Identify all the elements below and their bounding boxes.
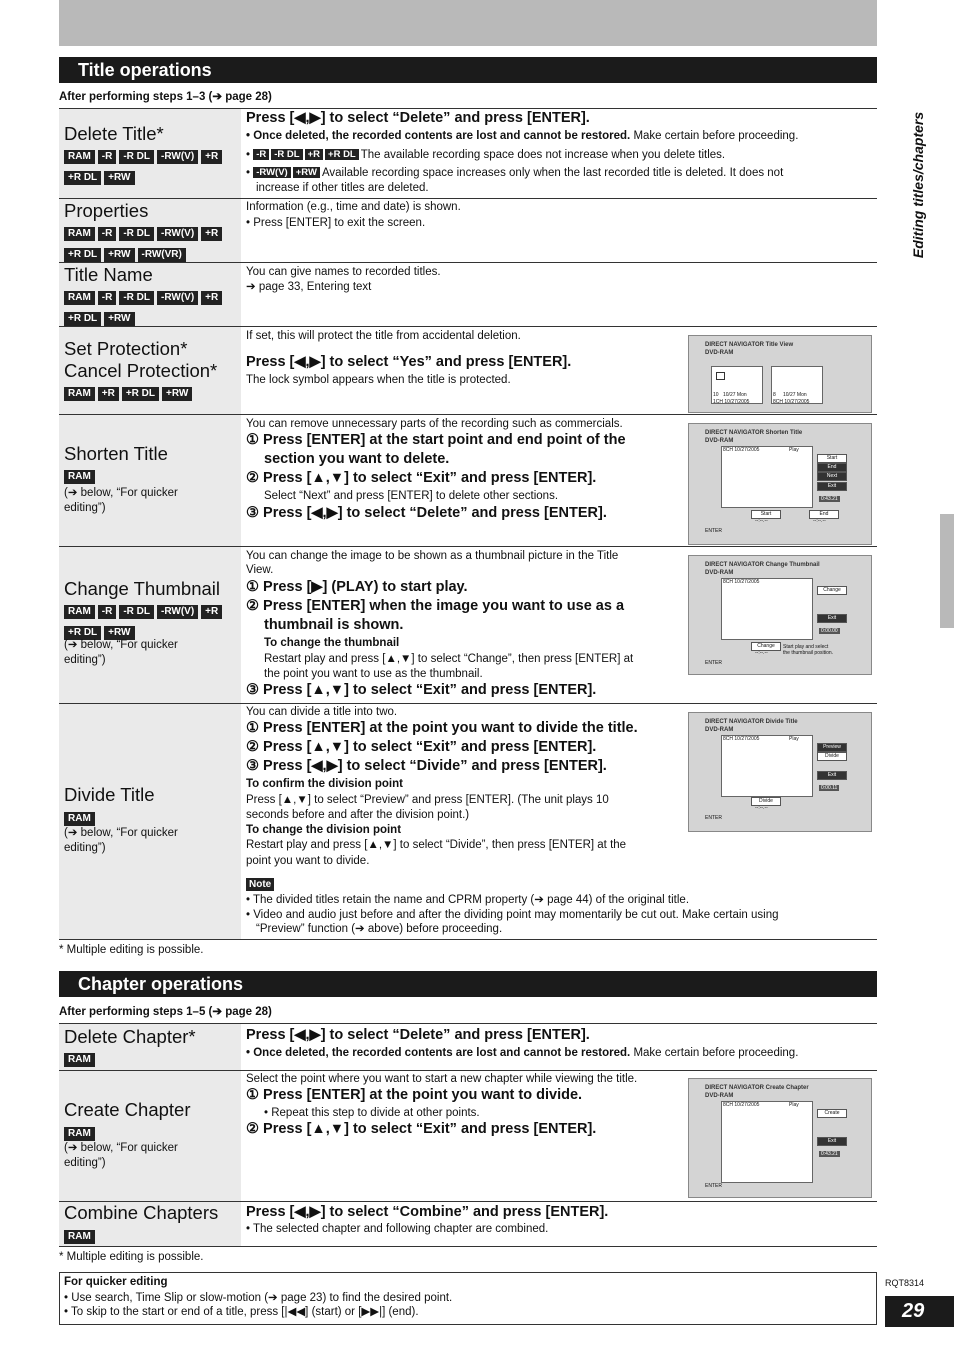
quicker-editing-ref: (➔ below, “For quicker editing”) bbox=[64, 639, 178, 666]
row-delete-chapter bbox=[59, 1023, 877, 1070]
footnote: * Multiple editing is possible. bbox=[59, 1251, 204, 1263]
note-label: Note bbox=[246, 877, 274, 892]
step-2-note: Select “Next” and press [ENTER] to delete other sections. bbox=[264, 490, 559, 502]
disc-type-badge: -R bbox=[253, 149, 269, 160]
disc-type-badge: RAM bbox=[64, 605, 95, 619]
preview-button[interactable]: Preview bbox=[817, 743, 847, 752]
step-1-cont: section you want to delete. bbox=[264, 451, 450, 467]
info-text: • Press [ENTER] to exit the screen. bbox=[246, 217, 426, 229]
shorten-title-screen: DIRECT NAVIGATOR Shorten Title DVD-RAM 8CH 10/27/2005 Play Start End Next Exit 0:43.21 Start --:--.-- End --:--.-- ENTER bbox=[688, 423, 872, 545]
exit-button[interactable]: Exit bbox=[817, 1137, 847, 1146]
divide-point-label: Divide bbox=[751, 797, 781, 806]
row-title: Title Name bbox=[64, 264, 153, 285]
change-button[interactable]: Change bbox=[817, 586, 847, 595]
info-text: View. bbox=[246, 564, 274, 576]
row-delete-title bbox=[59, 108, 877, 198]
start-button[interactable]: Start bbox=[817, 454, 847, 463]
enter-hint: ENTER bbox=[705, 1183, 722, 1189]
create-button[interactable]: Create bbox=[817, 1109, 847, 1118]
quicker-editing-title: For quicker editing bbox=[64, 1276, 168, 1288]
disc-type-badge: -R DL bbox=[119, 227, 154, 241]
chapter-ops-prerequisite: After performing steps 1–5 (➔ page 28) bbox=[59, 1006, 272, 1018]
disc-type-badge: +R DL bbox=[64, 248, 101, 262]
sub-heading: To confirm the division point bbox=[246, 778, 403, 790]
quicker-editing-ref: (➔ below, “For quicker editing”) bbox=[64, 1142, 178, 1169]
disc-type-badge: +R bbox=[305, 149, 323, 160]
disc-type-badge: +R bbox=[201, 150, 222, 164]
video-preview bbox=[721, 578, 813, 640]
row-protection bbox=[59, 326, 877, 414]
info-text: You can remove unnecessary parts of the recording such as commercials. bbox=[246, 418, 623, 430]
time-counter: 0:00.00 bbox=[821, 628, 838, 634]
bullet-info: • -RW(V) +RW Available recording space increases only when the last recorded title is deleted. It does not bbox=[246, 167, 784, 179]
time-counter: 0:43.21 bbox=[821, 496, 838, 502]
quicker-editing-ref: (➔ below, “For quicker editing”) bbox=[64, 487, 178, 514]
disc-type-badge: -R bbox=[98, 227, 117, 241]
disc-type-badge: +R DL bbox=[325, 149, 359, 160]
note-item: • Video and audio just before and after the dividing point may momentarily be cut out. Make certain using bbox=[246, 909, 779, 921]
disc-type-badge: RAM bbox=[64, 1230, 95, 1244]
exit-button[interactable]: Exit bbox=[817, 482, 847, 491]
disc-type-badge: +RW bbox=[104, 248, 134, 262]
disc-type-badge: RAM bbox=[64, 150, 95, 164]
info-text: Information (e.g., time and date) is shown. bbox=[246, 201, 461, 213]
chapter-operations-heading: Chapter operations bbox=[59, 971, 877, 997]
disc-type-badge: -R bbox=[98, 605, 117, 619]
quicker-editing-item: • To skip to the start or end of a title, press [|◀◀] (start) or [▶▶|] (end). bbox=[64, 1306, 419, 1318]
enter-hint: ENTER bbox=[705, 528, 722, 534]
sub-heading: To change the division point bbox=[246, 824, 402, 836]
disc-type-badge: RAM bbox=[64, 291, 95, 305]
time-counter: 0:00.11 bbox=[821, 785, 838, 791]
disc-type-badge: RAM bbox=[64, 470, 95, 484]
disc-type-badge: +RW bbox=[104, 312, 134, 326]
row-title: Delete Title* bbox=[64, 123, 164, 144]
sub-text: point you want to divide. bbox=[246, 855, 370, 867]
row-shorten-title bbox=[59, 414, 877, 546]
sub-text: Restart play and press [▲,▼] to select “Divide”, then press [ENTER] at the bbox=[246, 839, 627, 851]
bullet-info: • -R -R DL +R +R DL The available recording space does not increase when you delete titles. bbox=[246, 149, 726, 161]
disc-type-badge: -R bbox=[98, 291, 117, 305]
disc-type-badge: +R bbox=[201, 291, 222, 305]
disc-type-badge: +RW bbox=[293, 167, 320, 178]
row-title: Properties bbox=[64, 200, 149, 221]
info-text: If set, this will protect the title from accidental deletion. bbox=[246, 330, 521, 342]
row-title: Set Protection* bbox=[64, 338, 188, 359]
disc-type-badge: RAM bbox=[64, 812, 95, 826]
row-create-chapter bbox=[59, 1070, 877, 1201]
lock-icon bbox=[716, 372, 725, 380]
disc-type-badge: -RW(V) bbox=[253, 167, 290, 178]
exit-button[interactable]: Exit bbox=[817, 614, 847, 623]
step-instruction: Press [◀,▶] to select “Delete” and press [ENTER]. bbox=[246, 1027, 590, 1043]
video-preview bbox=[721, 1101, 813, 1183]
info-text: Select the point where you want to start a new chapter while viewing the title. bbox=[246, 1073, 638, 1085]
time-counter: 0:43.21 bbox=[821, 1151, 838, 1157]
disc-type-badge: -RW(V) bbox=[157, 150, 198, 164]
end-button[interactable]: End bbox=[817, 463, 847, 472]
step-instruction: Press [◀,▶] to select “Yes” and press [ENTER]. bbox=[246, 354, 572, 370]
side-section-label: Editing titles/chapters bbox=[910, 111, 926, 259]
step-1: ① Press [ENTER] at the start point and end point of the bbox=[246, 432, 626, 448]
disc-type-badge: +R bbox=[201, 227, 222, 241]
sub-text: Press [▲,▼] to select “Preview” and press [ENTER]. (The unit plays 10 bbox=[246, 794, 609, 806]
disc-type-badge: -RW(V) bbox=[157, 227, 198, 241]
step-1: ① Press [ENTER] at the point you want to divide. bbox=[246, 1087, 583, 1103]
row-title: Cancel Protection* bbox=[64, 360, 218, 381]
video-preview bbox=[721, 446, 813, 508]
enter-hint: ENTER bbox=[705, 660, 722, 666]
note-item-cont: “Preview” function (➔ above) before proceeding. bbox=[256, 923, 503, 935]
step-2: ② Press [▲,▼] to select “Exit” and press [ENTER]. bbox=[246, 470, 597, 486]
step-2-cont: thumbnail is shown. bbox=[264, 617, 404, 633]
row-title: Combine Chapters bbox=[64, 1202, 219, 1223]
sub-text: Restart play and press [▲,▼] to select “Change”, then press [ENTER] at bbox=[264, 653, 634, 665]
step-1-note: • Repeat this step to divide at other points. bbox=[264, 1107, 480, 1119]
document-code: RQT8314 bbox=[885, 1278, 925, 1288]
step-3: ③ Press [◀,▶] to select “Delete” and press [ENTER]. bbox=[246, 505, 607, 521]
row-title: Delete Chapter* bbox=[64, 1026, 196, 1047]
step-2: ② Press [ENTER] when the image you want to use as a bbox=[246, 598, 625, 614]
disc-type-badge: -R DL bbox=[119, 150, 154, 164]
disc-type-badge: -R DL bbox=[271, 149, 302, 160]
enter-hint: ENTER bbox=[705, 815, 722, 821]
step-instruction: Press [◀,▶] to select “Delete” and press [ENTER]. bbox=[246, 110, 590, 126]
exit-button[interactable]: Exit bbox=[817, 771, 847, 780]
disc-type-badge: +RW bbox=[104, 626, 134, 640]
disc-type-badge: -RW(V) bbox=[157, 291, 198, 305]
info-text: The lock symbol appears when the title is protected. bbox=[246, 374, 511, 386]
row-title: Divide Title bbox=[64, 784, 155, 805]
step-3: ③ Press [▲,▼] to select “Exit” and press [ENTER]. bbox=[246, 682, 597, 698]
end-point-label: End bbox=[809, 510, 839, 519]
disc-type-badge: -R DL bbox=[119, 605, 154, 619]
row-title-name bbox=[59, 262, 877, 326]
sub-heading: To change the thumbnail bbox=[264, 637, 400, 649]
row-change-thumbnail bbox=[59, 546, 877, 703]
table-bottom-rule bbox=[59, 939, 877, 940]
disc-badges bbox=[64, 387, 234, 408]
row-title: Create Chapter bbox=[64, 1099, 191, 1120]
step-3: ③ Press [◀,▶] to select “Divide” and press [ENTER]. bbox=[246, 758, 607, 774]
quicker-editing-ref: (➔ below, “For quicker editing”) bbox=[64, 827, 178, 854]
disc-type-badge: RAM bbox=[64, 1053, 95, 1067]
row-combine-chapters bbox=[59, 1201, 877, 1247]
sub-text: seconds before and after the division point.) bbox=[246, 809, 470, 821]
title-ops-prerequisite: After performing steps 1–3 (➔ page 28) bbox=[59, 91, 272, 103]
step-2: ② Press [▲,▼] to select “Exit” and press [ENTER]. bbox=[246, 1121, 597, 1137]
start-point-label: Start bbox=[751, 510, 781, 519]
warning-text: • Once deleted, the recorded contents are lost and cannot be restored. Make certain before proceeding. bbox=[246, 130, 799, 142]
divide-title-screen: DIRECT NAVIGATOR Divide Title DVD-RAM 8CH 10/27/2005 Play Preview Divide Exit 0:00.11 Divide --:--.-- ENTER bbox=[688, 712, 872, 832]
cross-reference: ➔ page 33, Entering text bbox=[246, 281, 372, 293]
info-text: You can give names to recorded titles. bbox=[246, 266, 441, 278]
info-text: You can change the image to be shown as a thumbnail picture in the Title bbox=[246, 550, 619, 562]
step-2: ② Press [▲,▼] to select “Exit” and press [ENTER]. bbox=[246, 739, 597, 755]
top-banner bbox=[59, 0, 877, 46]
row-properties bbox=[59, 198, 877, 262]
note-item: • The divided titles retain the name and CPRM property (➔ page 44) of the original title. bbox=[246, 894, 690, 906]
quicker-editing-box bbox=[59, 1272, 877, 1325]
info-text: • The selected chapter and following chapter are combined. bbox=[246, 1223, 549, 1235]
disc-badges bbox=[64, 150, 234, 192]
step-instruction: Press [◀,▶] to select “Combine” and press [ENTER]. bbox=[246, 1204, 609, 1220]
disc-type-badge: +R DL bbox=[64, 171, 101, 185]
disc-type-badge: +R DL bbox=[64, 626, 101, 640]
change-point-label: Change bbox=[751, 642, 781, 651]
disc-type-badge: +R bbox=[201, 605, 222, 619]
disc-type-badge: +RW bbox=[104, 171, 134, 185]
disc-type-badge: -R bbox=[98, 150, 117, 164]
video-preview bbox=[721, 735, 813, 797]
warning-text: • Once deleted, the recorded contents are lost and cannot be restored. Make certain before proceeding. bbox=[246, 1047, 799, 1059]
disc-type-badge: +R DL bbox=[64, 312, 101, 326]
disc-type-badge: RAM bbox=[64, 387, 95, 401]
title-view-screen: DIRECT NAVIGATOR Title View DVD-RAM 10 10/27 Mon 1CH 10/27/2005 8 10/27 Mon 8CH 10/27/2005 bbox=[688, 335, 872, 413]
disc-type-badge: -R DL bbox=[119, 291, 154, 305]
disc-type-badge: RAM bbox=[64, 1127, 95, 1141]
page-number: 29 bbox=[885, 1296, 954, 1327]
create-chapter-screen: DIRECT NAVIGATOR Create Chapter DVD-RAM 8CH 10/27/2005 Play Create Exit 0:43.21 ENTER bbox=[688, 1078, 872, 1198]
change-thumbnail-screen: DIRECT NAVIGATOR Change Thumbnail DVD-RAM 8CH 10/27/2005 Change Exit 0:00.00 Change --:--.-- Start play and select the thumbnail position. ENTER bbox=[688, 555, 872, 675]
disc-type-badge: RAM bbox=[64, 227, 95, 241]
quicker-editing-item: • Use search, Time Slip or slow-motion (➔ page 23) to find the desired point. bbox=[64, 1292, 453, 1304]
disc-type-badge: +RW bbox=[162, 387, 192, 401]
step-1: ① Press [ENTER] at the point you want to divide the title. bbox=[246, 720, 638, 736]
disc-type-badge: -RW(V) bbox=[157, 605, 198, 619]
row-title: Shorten Title bbox=[64, 443, 168, 464]
divide-button[interactable]: Divide bbox=[817, 752, 847, 761]
row-divide-title bbox=[59, 703, 877, 939]
next-button[interactable]: Next bbox=[817, 472, 847, 481]
side-tab-marker bbox=[940, 514, 954, 628]
bullet-info-cont: increase if other titles are deleted. bbox=[256, 182, 429, 194]
disc-type-badge: +R bbox=[98, 387, 119, 401]
disc-type-badge: -RW(VR) bbox=[138, 248, 186, 262]
info-text: You can divide a title into two. bbox=[246, 706, 398, 718]
step-1: ① Press [▶] (PLAY) to start play. bbox=[246, 579, 468, 595]
sub-text: the point you want to use as the thumbnail. bbox=[264, 668, 483, 680]
disc-type-badge: +R DL bbox=[122, 387, 159, 401]
footnote: * Multiple editing is possible. bbox=[59, 944, 204, 956]
disc-badges bbox=[64, 1230, 234, 1251]
title-operations-heading: Title operations bbox=[59, 57, 877, 83]
row-title: Change Thumbnail bbox=[64, 578, 220, 599]
